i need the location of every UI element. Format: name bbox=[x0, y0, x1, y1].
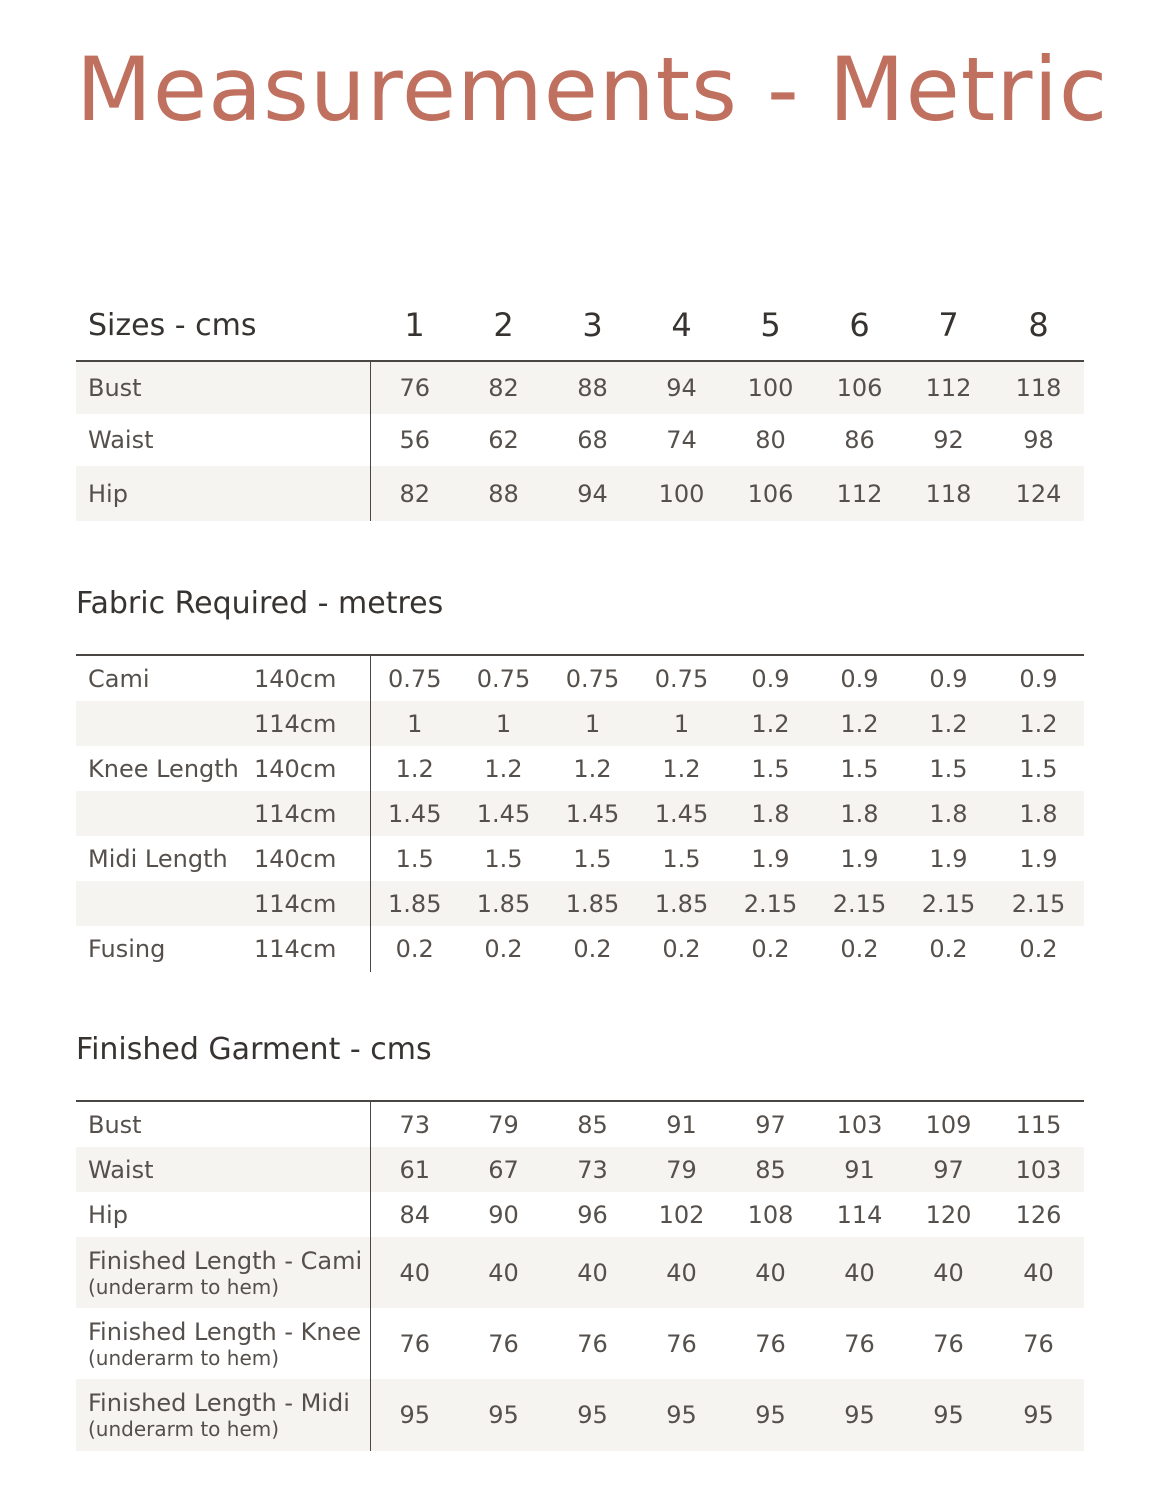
sizes-header-row bbox=[76, 290, 1084, 361]
cell-value: 95 bbox=[459, 1379, 548, 1451]
row-label: Waist bbox=[76, 1147, 370, 1192]
cell-value: 103 bbox=[836, 1110, 883, 1139]
cell-value: 84 bbox=[399, 1200, 431, 1229]
cell-value: 85 bbox=[577, 1110, 608, 1139]
sizes-table bbox=[76, 290, 1084, 521]
cell-value: 1.8 bbox=[726, 791, 815, 836]
cell-value: 0.2 bbox=[662, 935, 701, 963]
cell-value: 1.2 bbox=[573, 754, 612, 783]
cell-value: 61 bbox=[370, 1147, 459, 1192]
cell-value: 76 bbox=[666, 1329, 697, 1358]
table-row bbox=[76, 701, 1084, 746]
cell-value: 102 bbox=[658, 1200, 705, 1229]
cell-value: 76 bbox=[1023, 1329, 1054, 1358]
cell-value: 76 bbox=[844, 1329, 875, 1358]
table-row bbox=[76, 746, 1084, 791]
page-title: Measurements - Metric bbox=[76, 38, 1109, 141]
row-label: Bust bbox=[76, 1101, 370, 1147]
table-row bbox=[76, 881, 1084, 926]
cell-value: 1.2 bbox=[662, 754, 701, 783]
cell-value: 1.5 bbox=[840, 754, 879, 783]
cell-value: 40 bbox=[459, 1237, 548, 1308]
cell-value: 0.9 bbox=[929, 664, 968, 693]
cell-value: 95 bbox=[815, 1379, 904, 1451]
row-label bbox=[76, 1379, 370, 1451]
size-column-header: 7 bbox=[904, 290, 993, 361]
cell-value: 40 bbox=[904, 1237, 993, 1308]
table-row bbox=[76, 1379, 1084, 1451]
cell-value: 2.15 bbox=[815, 881, 904, 926]
table-row bbox=[76, 1308, 1084, 1379]
cell-value: 82 bbox=[459, 361, 548, 414]
cell-value: 94 bbox=[548, 466, 637, 521]
size-column-header: 1 bbox=[370, 290, 459, 361]
sizes-header-label: Sizes - cms bbox=[76, 290, 370, 361]
cell-value: 79 bbox=[488, 1110, 519, 1139]
row-label-main: Finished Length - Cami bbox=[88, 1246, 363, 1275]
cell-value: 103 bbox=[993, 1147, 1084, 1192]
fabric-width: 140cm bbox=[250, 655, 370, 701]
finished-table bbox=[76, 1100, 1084, 1451]
cell-value: 0.2 bbox=[751, 935, 790, 963]
cell-value: 0.2 bbox=[929, 935, 968, 963]
table-row bbox=[76, 414, 1084, 466]
cell-value: 40 bbox=[726, 1237, 815, 1308]
cell-value: 1 bbox=[548, 701, 637, 746]
size-column-header: 8 bbox=[993, 290, 1084, 361]
fabric-width: 114cm bbox=[250, 701, 370, 746]
fabric-width: 114cm bbox=[250, 791, 370, 836]
row-label-main: Finished Length - Midi bbox=[88, 1389, 350, 1417]
cell-value: 76 bbox=[577, 1329, 608, 1358]
cell-value: 2.15 bbox=[904, 881, 993, 926]
row-label: Cami bbox=[88, 664, 150, 693]
cell-value: 1.9 bbox=[751, 844, 790, 873]
cell-value: 1.2 bbox=[726, 701, 815, 746]
cell-value: 1.2 bbox=[904, 701, 993, 746]
fabric-section-title: Fabric Required - metres bbox=[76, 586, 444, 621]
row-label: Bust bbox=[76, 361, 370, 414]
cell-value: 85 bbox=[726, 1147, 815, 1192]
row-label bbox=[76, 881, 250, 926]
row-label: Hip bbox=[76, 1192, 370, 1237]
cell-value: 40 bbox=[548, 1237, 637, 1308]
cell-value: 112 bbox=[904, 361, 993, 414]
cell-value: 1 bbox=[370, 701, 459, 746]
cell-value: 1.45 bbox=[637, 791, 726, 836]
cell-value: 2.15 bbox=[993, 881, 1084, 926]
cell-value: 95 bbox=[370, 1379, 459, 1451]
cell-value: 76 bbox=[488, 1329, 519, 1358]
cell-value: 76 bbox=[755, 1329, 786, 1358]
cell-value: 91 bbox=[666, 1110, 697, 1139]
cell-value: 1.8 bbox=[904, 791, 993, 836]
cell-value: 109 bbox=[925, 1110, 972, 1139]
cell-value: 1.9 bbox=[929, 844, 968, 873]
cell-value: 95 bbox=[726, 1379, 815, 1451]
cell-value: 95 bbox=[993, 1379, 1084, 1451]
table-row bbox=[76, 926, 1084, 972]
cell-value: 1.45 bbox=[370, 791, 459, 836]
cell-value: 2.15 bbox=[726, 881, 815, 926]
cell-value: 0.75 bbox=[388, 664, 442, 693]
cell-value: 68 bbox=[577, 426, 608, 454]
cell-value: 76 bbox=[933, 1329, 964, 1358]
table-row bbox=[76, 791, 1084, 836]
cell-value: 86 bbox=[844, 426, 875, 454]
cell-value: 91 bbox=[815, 1147, 904, 1192]
cell-value: 1.2 bbox=[484, 754, 523, 783]
cell-value: 0.2 bbox=[484, 935, 523, 963]
cell-value: 1.2 bbox=[395, 754, 434, 783]
cell-value: 92 bbox=[933, 426, 964, 454]
cell-value: 100 bbox=[637, 466, 726, 521]
cell-value: 114 bbox=[836, 1200, 883, 1229]
cell-value: 126 bbox=[1015, 1200, 1062, 1229]
cell-value: 1.5 bbox=[662, 844, 701, 873]
row-label: Midi Length bbox=[88, 844, 228, 873]
cell-value: 106 bbox=[726, 466, 815, 521]
cell-value: 90 bbox=[488, 1200, 519, 1229]
row-label: Fusing bbox=[88, 935, 166, 963]
cell-value: 96 bbox=[577, 1200, 608, 1229]
table-row bbox=[76, 1101, 1084, 1147]
fabric-table bbox=[76, 654, 1084, 972]
cell-value: 56 bbox=[399, 426, 431, 454]
cell-value: 97 bbox=[755, 1110, 786, 1139]
cell-value: 0.9 bbox=[1019, 664, 1058, 693]
cell-value: 0.2 bbox=[840, 935, 879, 963]
cell-value: 1.5 bbox=[751, 754, 790, 783]
table-row bbox=[76, 836, 1084, 881]
cell-value: 1.45 bbox=[459, 791, 548, 836]
row-label-note: (underarm to hem) bbox=[88, 1417, 280, 1441]
row-label bbox=[76, 1308, 370, 1379]
cell-value: 118 bbox=[904, 466, 993, 521]
cell-value: 80 bbox=[755, 426, 786, 454]
table-row bbox=[76, 1237, 1084, 1308]
size-column-header: 2 bbox=[459, 290, 548, 361]
row-label: Knee Length bbox=[88, 754, 239, 783]
cell-value: 1.5 bbox=[929, 754, 968, 783]
cell-value: 1.5 bbox=[1019, 754, 1058, 783]
cell-value: 40 bbox=[815, 1237, 904, 1308]
table-row bbox=[76, 361, 1084, 414]
cell-value: 120 bbox=[925, 1200, 972, 1229]
cell-value: 1.85 bbox=[459, 881, 548, 926]
cell-value: 112 bbox=[815, 466, 904, 521]
cell-value: 0.9 bbox=[751, 664, 790, 693]
cell-value: 40 bbox=[370, 1237, 459, 1308]
cell-value: 1.85 bbox=[637, 881, 726, 926]
cell-value: 1.85 bbox=[548, 881, 637, 926]
finished-section-title: Finished Garment - cms bbox=[76, 1032, 432, 1067]
cell-value: 1.9 bbox=[840, 844, 879, 873]
cell-value: 106 bbox=[815, 361, 904, 414]
fabric-width: 140cm bbox=[250, 836, 370, 881]
cell-value: 100 bbox=[726, 361, 815, 414]
cell-value: 1.5 bbox=[573, 844, 612, 873]
cell-value: 67 bbox=[459, 1147, 548, 1192]
cell-value: 76 bbox=[399, 1329, 431, 1358]
cell-value: 0.75 bbox=[654, 664, 709, 693]
cell-value: 88 bbox=[459, 466, 548, 521]
cell-value: 108 bbox=[747, 1200, 794, 1229]
row-label bbox=[76, 1237, 370, 1308]
cell-value: 94 bbox=[637, 361, 726, 414]
cell-value: 0.2 bbox=[395, 935, 434, 963]
cell-value: 1 bbox=[459, 701, 548, 746]
cell-value: 62 bbox=[488, 426, 519, 454]
row-label: Waist bbox=[76, 414, 370, 466]
cell-value: 79 bbox=[637, 1147, 726, 1192]
table-row bbox=[76, 1147, 1084, 1192]
size-column-header: 5 bbox=[726, 290, 815, 361]
cell-value: 115 bbox=[1015, 1110, 1062, 1139]
cell-value: 0.75 bbox=[476, 664, 531, 693]
fabric-width: 114cm bbox=[250, 926, 370, 972]
cell-value: 97 bbox=[904, 1147, 993, 1192]
table-row bbox=[76, 1192, 1084, 1237]
cell-value: 88 bbox=[548, 361, 637, 414]
row-label-note: (underarm to hem) bbox=[88, 1345, 280, 1370]
cell-value: 0.75 bbox=[565, 664, 620, 693]
cell-value: 82 bbox=[370, 466, 459, 521]
cell-value: 1.8 bbox=[993, 791, 1084, 836]
cell-value: 124 bbox=[993, 466, 1084, 521]
cell-value: 1.9 bbox=[1019, 844, 1058, 873]
row-label: Hip bbox=[76, 466, 370, 521]
cell-value: 118 bbox=[993, 361, 1084, 414]
size-column-header: 6 bbox=[815, 290, 904, 361]
cell-value: 40 bbox=[637, 1237, 726, 1308]
cell-value: 1.8 bbox=[815, 791, 904, 836]
fabric-width: 140cm bbox=[250, 746, 370, 791]
cell-value: 0.2 bbox=[1019, 935, 1058, 963]
cell-value: 1.45 bbox=[548, 791, 637, 836]
cell-value: 95 bbox=[904, 1379, 993, 1451]
cell-value: 74 bbox=[666, 426, 697, 454]
cell-value: 1.2 bbox=[993, 701, 1084, 746]
cell-value: 0.9 bbox=[840, 664, 879, 693]
row-label bbox=[76, 701, 250, 746]
cell-value: 1.85 bbox=[370, 881, 459, 926]
cell-value: 95 bbox=[637, 1379, 726, 1451]
cell-value: 98 bbox=[1023, 426, 1054, 454]
size-column-header: 4 bbox=[637, 290, 726, 361]
table-row bbox=[76, 466, 1084, 521]
row-label bbox=[76, 791, 250, 836]
size-column-header: 3 bbox=[548, 290, 637, 361]
cell-value: 76 bbox=[370, 361, 459, 414]
cell-value: 40 bbox=[993, 1237, 1084, 1308]
cell-value: 1.2 bbox=[815, 701, 904, 746]
fabric-width: 114cm bbox=[250, 881, 370, 926]
row-label-note: (underarm to hem) bbox=[88, 1274, 280, 1299]
cell-value: 73 bbox=[548, 1147, 637, 1192]
cell-value: 1.5 bbox=[395, 844, 434, 873]
cell-value: 95 bbox=[548, 1379, 637, 1451]
table-row bbox=[76, 655, 1084, 701]
cell-value: 1.5 bbox=[484, 844, 523, 873]
cell-value: 73 bbox=[399, 1110, 431, 1139]
row-label-main: Finished Length - Knee bbox=[88, 1317, 362, 1346]
cell-value: 0.2 bbox=[573, 935, 612, 963]
cell-value: 1 bbox=[637, 701, 726, 746]
